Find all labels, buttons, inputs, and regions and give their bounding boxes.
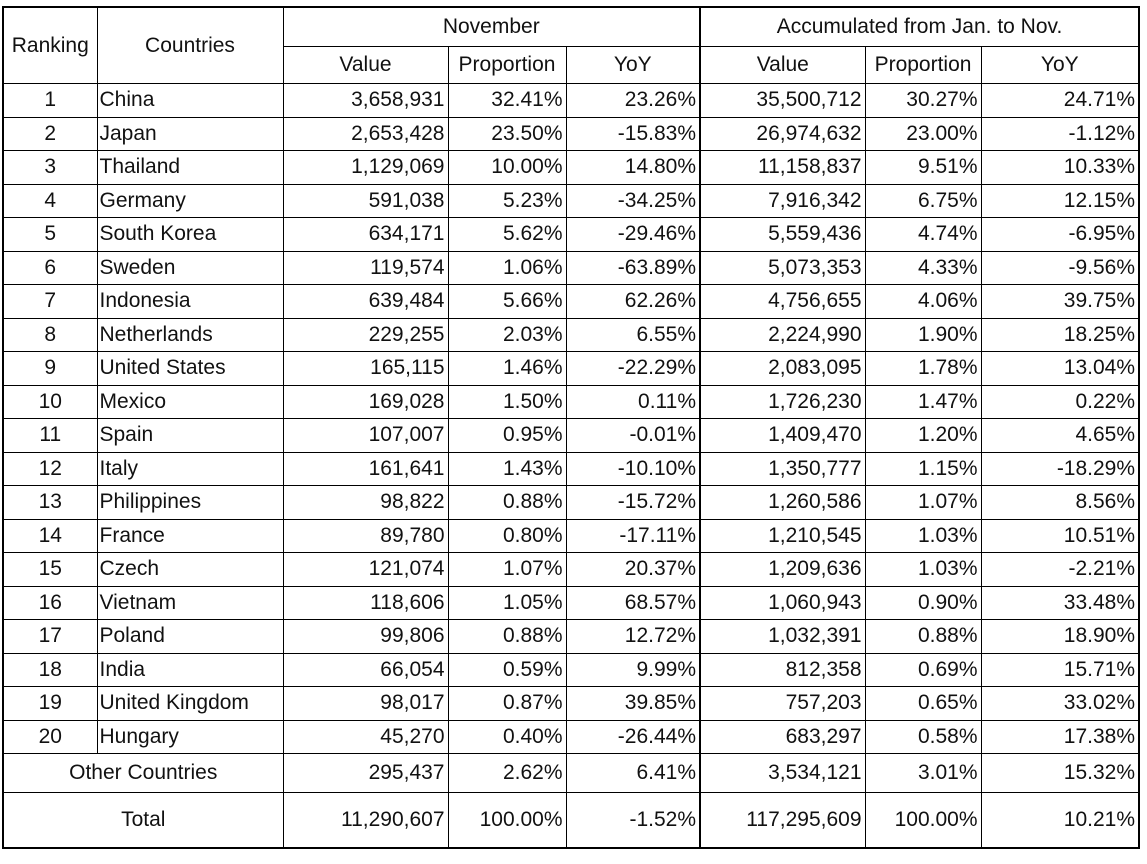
acc-proportion-cell: 4.33% — [865, 251, 981, 285]
table-row — [3, 452, 1139, 486]
rank-cell: 4 — [3, 184, 97, 218]
nov-value-cell: 639,484 — [283, 285, 448, 319]
nov-yoy-cell: 0.11% — [566, 385, 700, 419]
table-row — [3, 251, 1139, 285]
country-cell: Japan — [97, 117, 283, 151]
nov-yoy-cell: 20.37% — [566, 553, 700, 587]
nov-yoy-cell: -10.10% — [566, 452, 700, 486]
acc-proportion-cell: 1.07% — [865, 486, 981, 520]
acc-yoy-cell: 39.75% — [981, 285, 1139, 319]
nov-proportion-cell: 0.95% — [448, 419, 566, 453]
nov-yoy-cell: 14.80% — [566, 151, 700, 185]
rank-cell: 20 — [3, 720, 97, 754]
table-row — [3, 419, 1139, 453]
rank-cell: 7 — [3, 285, 97, 319]
nov-yoy-cell: 6.55% — [566, 318, 700, 352]
acc-value-cell: 1,209,636 — [700, 553, 865, 587]
acc-value-cell: 1,260,586 — [700, 486, 865, 520]
acc-proportion-cell: 0.90% — [865, 586, 981, 620]
nov-yoy-cell: 12.72% — [566, 620, 700, 654]
country-cell: South Korea — [97, 218, 283, 252]
nov-proportion-cell: 23.50% — [448, 117, 566, 151]
nov-proportion-cell: 0.87% — [448, 687, 566, 721]
other-countries-row — [3, 754, 1139, 793]
nov-value-cell: 45,270 — [283, 720, 448, 754]
nov-yoy-cell: 68.57% — [566, 586, 700, 620]
acc-value-cell: 4,756,655 — [700, 285, 865, 319]
nov-value-cell: 89,780 — [283, 519, 448, 553]
nov-yoy-cell: -17.11% — [566, 519, 700, 553]
country-cell: Hungary — [97, 720, 283, 754]
acc-proportion-cell: 1.90% — [865, 318, 981, 352]
country-cell: India — [97, 653, 283, 687]
nov-proportion-cell: 0.59% — [448, 653, 566, 687]
acc-proportion-cell: 0.69% — [865, 653, 981, 687]
country-cell: Germany — [97, 184, 283, 218]
nov-proportion-cell: 0.80% — [448, 519, 566, 553]
ranking-header: Ranking — [3, 7, 97, 84]
acc-yoy-cell: -6.95% — [981, 218, 1139, 252]
acc-proportion-cell: 23.00% — [865, 117, 981, 151]
nov-value-cell: 229,255 — [283, 318, 448, 352]
acc-proportion-cell: 1.03% — [865, 519, 981, 553]
table-row — [3, 285, 1139, 319]
table-row — [3, 385, 1139, 419]
acc-yoy-cell: -18.29% — [981, 452, 1139, 486]
table-row — [3, 653, 1139, 687]
nov-proportion-cell: 0.40% — [448, 720, 566, 754]
acc-proportion-cell: 0.65% — [865, 687, 981, 721]
nov-proportion-cell: 1.46% — [448, 352, 566, 386]
table-row — [3, 553, 1139, 587]
acc-proportion-cell: 0.58% — [865, 720, 981, 754]
acc-value-cell: 26,974,632 — [700, 117, 865, 151]
total-acc-yoy: 10.21% — [981, 793, 1139, 849]
acc-proportion-cell: 9.51% — [865, 151, 981, 185]
acc-value-cell: 1,409,470 — [700, 419, 865, 453]
acc-yoy-header: YoY — [981, 47, 1139, 84]
other-nov-proportion: 2.62% — [448, 754, 566, 793]
country-cell: Italy — [97, 452, 283, 486]
rank-cell: 11 — [3, 419, 97, 453]
acc-yoy-cell: 10.51% — [981, 519, 1139, 553]
country-cell: China — [97, 84, 283, 118]
acc-proportion-cell: 1.20% — [865, 419, 981, 453]
table-row — [3, 720, 1139, 754]
acc-value-cell: 11,158,837 — [700, 151, 865, 185]
nov-value-cell: 98,017 — [283, 687, 448, 721]
country-cell: Vietnam — [97, 586, 283, 620]
rank-cell: 17 — [3, 620, 97, 654]
nov-proportion-cell: 5.66% — [448, 285, 566, 319]
total-nov-proportion: 100.00% — [448, 793, 566, 849]
ranking-table — [2, 6, 1140, 849]
countries-header: Countries — [97, 7, 283, 84]
table-row — [3, 352, 1139, 386]
rank-cell: 19 — [3, 687, 97, 721]
nov-proportion-cell: 5.62% — [448, 218, 566, 252]
acc-value-header: Value — [700, 47, 865, 84]
nov-value-cell: 591,038 — [283, 184, 448, 218]
nov-yoy-cell: 9.99% — [566, 653, 700, 687]
nov-proportion-cell: 0.88% — [448, 620, 566, 654]
acc-value-cell: 1,210,545 — [700, 519, 865, 553]
rank-cell: 6 — [3, 251, 97, 285]
nov-value-cell: 161,641 — [283, 452, 448, 486]
nov-value-cell: 121,074 — [283, 553, 448, 587]
nov-proportion-cell: 2.03% — [448, 318, 566, 352]
country-cell: Sweden — [97, 251, 283, 285]
acc-yoy-cell: 24.71% — [981, 84, 1139, 118]
acc-value-cell: 1,726,230 — [700, 385, 865, 419]
nov-value-header: Value — [283, 47, 448, 84]
acc-proportion-cell: 4.74% — [865, 218, 981, 252]
total-nov-yoy: -1.52% — [566, 793, 700, 849]
nov-yoy-cell: -22.29% — [566, 352, 700, 386]
nov-proportion-cell: 10.00% — [448, 151, 566, 185]
acc-yoy-cell: 33.48% — [981, 586, 1139, 620]
acc-value-cell: 5,559,436 — [700, 218, 865, 252]
other-acc-value: 3,534,121 — [700, 754, 865, 793]
acc-yoy-cell: 4.65% — [981, 419, 1139, 453]
table-row — [3, 519, 1139, 553]
nov-value-cell: 107,007 — [283, 419, 448, 453]
acc-yoy-cell: 12.15% — [981, 184, 1139, 218]
table-row — [3, 184, 1139, 218]
country-cell: Czech — [97, 553, 283, 587]
acc-proportion-header: Proportion — [865, 47, 981, 84]
acc-yoy-cell: -2.21% — [981, 553, 1139, 587]
nov-yoy-cell: -63.89% — [566, 251, 700, 285]
rank-cell: 9 — [3, 352, 97, 386]
acc-yoy-cell: 18.90% — [981, 620, 1139, 654]
total-acc-proportion: 100.00% — [865, 793, 981, 849]
acc-value-cell: 5,073,353 — [700, 251, 865, 285]
acc-value-cell: 7,916,342 — [700, 184, 865, 218]
nov-proportion-cell: 1.06% — [448, 251, 566, 285]
nov-yoy-cell: -15.72% — [566, 486, 700, 520]
nov-proportion-cell: 5.23% — [448, 184, 566, 218]
table-row — [3, 151, 1139, 185]
other-acc-yoy: 15.32% — [981, 754, 1139, 793]
nov-value-cell: 99,806 — [283, 620, 448, 654]
rank-cell: 5 — [3, 218, 97, 252]
acc-yoy-cell: 18.25% — [981, 318, 1139, 352]
nov-yoy-cell: -26.44% — [566, 720, 700, 754]
table-row — [3, 84, 1139, 118]
nov-value-cell: 118,606 — [283, 586, 448, 620]
nov-proportion-cell: 32.41% — [448, 84, 566, 118]
nov-value-cell: 634,171 — [283, 218, 448, 252]
acc-yoy-cell: -9.56% — [981, 251, 1139, 285]
nov-yoy-cell: -29.46% — [566, 218, 700, 252]
nov-yoy-header: YoY — [566, 47, 700, 84]
country-cell: Thailand — [97, 151, 283, 185]
nov-proportion-cell: 1.05% — [448, 586, 566, 620]
country-cell: Netherlands — [97, 318, 283, 352]
acc-proportion-cell: 0.88% — [865, 620, 981, 654]
table-row — [3, 486, 1139, 520]
rank-cell: 8 — [3, 318, 97, 352]
rank-cell: 3 — [3, 151, 97, 185]
nov-value-cell: 119,574 — [283, 251, 448, 285]
other-nov-value: 295,437 — [283, 754, 448, 793]
country-cell: Poland — [97, 620, 283, 654]
country-cell: United States — [97, 352, 283, 386]
nov-yoy-cell: -0.01% — [566, 419, 700, 453]
rank-cell: 18 — [3, 653, 97, 687]
table-body — [3, 84, 1139, 849]
acc-proportion-cell: 30.27% — [865, 84, 981, 118]
acc-yoy-cell: 17.38% — [981, 720, 1139, 754]
november-header: November — [283, 7, 700, 47]
acc-value-cell: 1,032,391 — [700, 620, 865, 654]
nov-proportion-header: Proportion — [448, 47, 566, 84]
other-acc-proportion: 3.01% — [865, 754, 981, 793]
total-row — [3, 793, 1139, 849]
table-row — [3, 117, 1139, 151]
acc-value-cell: 812,358 — [700, 653, 865, 687]
acc-proportion-cell: 1.15% — [865, 452, 981, 486]
acc-value-cell: 2,083,095 — [700, 352, 865, 386]
country-cell: Indonesia — [97, 285, 283, 319]
nov-value-cell: 98,822 — [283, 486, 448, 520]
rank-cell: 14 — [3, 519, 97, 553]
total-label: Total — [3, 793, 283, 849]
country-cell: Mexico — [97, 385, 283, 419]
nov-proportion-cell: 1.43% — [448, 452, 566, 486]
other-nov-yoy: 6.41% — [566, 754, 700, 793]
accumulated-header: Accumulated from Jan. to Nov. — [700, 7, 1139, 47]
nov-proportion-cell: 0.88% — [448, 486, 566, 520]
table-row — [3, 586, 1139, 620]
acc-value-cell: 2,224,990 — [700, 318, 865, 352]
acc-proportion-cell: 1.03% — [865, 553, 981, 587]
acc-yoy-cell: 13.04% — [981, 352, 1139, 386]
acc-proportion-cell: 1.78% — [865, 352, 981, 386]
nov-value-cell: 66,054 — [283, 653, 448, 687]
nov-yoy-cell: 23.26% — [566, 84, 700, 118]
acc-value-cell: 1,350,777 — [700, 452, 865, 486]
table-row — [3, 218, 1139, 252]
total-nov-value: 11,290,607 — [283, 793, 448, 849]
table-row — [3, 620, 1139, 654]
acc-value-cell: 757,203 — [700, 687, 865, 721]
table-row — [3, 687, 1139, 721]
acc-yoy-cell: 33.02% — [981, 687, 1139, 721]
rank-cell: 1 — [3, 84, 97, 118]
total-acc-value: 117,295,609 — [700, 793, 865, 849]
nov-value-cell: 2,653,428 — [283, 117, 448, 151]
acc-proportion-cell: 4.06% — [865, 285, 981, 319]
other-countries-label: Other Countries — [3, 754, 283, 793]
country-cell: United Kingdom — [97, 687, 283, 721]
country-cell: France — [97, 519, 283, 553]
acc-value-cell: 1,060,943 — [700, 586, 865, 620]
acc-value-cell: 683,297 — [700, 720, 865, 754]
nov-yoy-cell: -34.25% — [566, 184, 700, 218]
nov-yoy-cell: 62.26% — [566, 285, 700, 319]
acc-value-cell: 35,500,712 — [700, 84, 865, 118]
nov-value-cell: 165,115 — [283, 352, 448, 386]
nov-value-cell: 1,129,069 — [283, 151, 448, 185]
acc-yoy-cell: 8.56% — [981, 486, 1139, 520]
rank-cell: 2 — [3, 117, 97, 151]
rank-cell: 16 — [3, 586, 97, 620]
nov-proportion-cell: 1.50% — [448, 385, 566, 419]
acc-proportion-cell: 1.47% — [865, 385, 981, 419]
nov-value-cell: 169,028 — [283, 385, 448, 419]
rank-cell: 10 — [3, 385, 97, 419]
acc-yoy-cell: 0.22% — [981, 385, 1139, 419]
acc-yoy-cell: 10.33% — [981, 151, 1139, 185]
table-row — [3, 318, 1139, 352]
country-cell: Spain — [97, 419, 283, 453]
nov-proportion-cell: 1.07% — [448, 553, 566, 587]
rank-cell: 12 — [3, 452, 97, 486]
rank-cell: 15 — [3, 553, 97, 587]
rank-cell: 13 — [3, 486, 97, 520]
nov-yoy-cell: -15.83% — [566, 117, 700, 151]
acc-yoy-cell: 15.71% — [981, 653, 1139, 687]
header-row-group — [3, 7, 1139, 47]
nov-value-cell: 3,658,931 — [283, 84, 448, 118]
acc-proportion-cell: 6.75% — [865, 184, 981, 218]
nov-yoy-cell: 39.85% — [566, 687, 700, 721]
country-cell: Philippines — [97, 486, 283, 520]
acc-yoy-cell: -1.12% — [981, 117, 1139, 151]
